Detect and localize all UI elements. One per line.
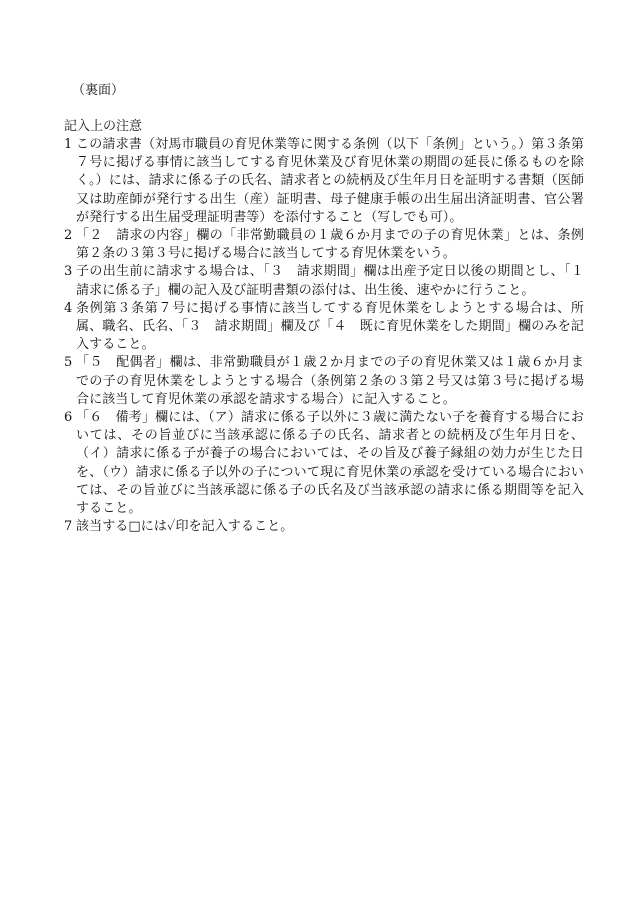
note-text: 「５ 配偶者」欄は、非常勤職員が１歳２か月までの子の育児休業又は１歳６か月までの子の育児休業をしようとする場合（条例第２条の３第２号又は第３号に掲げる場合に該当して育児休業の承認を請求する場合）に記入すること。 xyxy=(76,355,584,407)
notes-heading: 記入上の注意 xyxy=(64,119,143,134)
note-item-4 xyxy=(64,300,584,355)
note-number: 7 xyxy=(64,519,73,535)
note-number: 4 xyxy=(64,300,73,316)
note-text: 子の出生前に請求する場合は、「３ 請求期間」欄は出産予定日以後の期間とし、「１ 請求に係る子」欄の記入及び証明書類の添付は、出生後、速やかに行うこと。 xyxy=(76,264,598,298)
note-item-5 xyxy=(64,354,584,409)
note-text: 条例第３条第７号に掲げる事情に該当してする育児休業をしようとする場合は、所属、職名、氏名、「３ 請求期間」欄及び「４ 既に育児休業をした期間」欄のみを記入すること。 xyxy=(76,300,584,353)
note-text: 該当する□には✓印を記入すること。 xyxy=(76,519,294,535)
notes-list xyxy=(64,136,598,536)
note-item-2 xyxy=(64,227,584,263)
note-number: 3 xyxy=(64,264,73,280)
note-item-6 xyxy=(64,409,584,518)
note-number: 1 xyxy=(64,137,73,152)
note-item-7 xyxy=(64,518,584,536)
note-text: 「６ 備考」欄には、（ア）請求に係る子以外に３歳に満たない子を養育する場合においては、その旨並びに当該承認に係る子の氏名、請求者との続柄及び生年月日を、（イ）請求に係る子が養子の場合においては、その旨及び養子縁組の効力が生じた日を、（ウ）請求に係る子以外の子について現に育児休業の承認を受けている場合においては、その旨並びに当該承認に係る子の氏名及び当該承認の請求に係る期間等を記入すること。 xyxy=(76,410,584,517)
note-item-3 xyxy=(64,263,598,299)
reverse-side-label: （裏面） xyxy=(72,83,125,98)
note-number: 6 xyxy=(64,410,73,426)
note-number: 2 xyxy=(64,228,73,244)
note-text: この請求書（対馬市職員の育児休業等に関する条例（以下「条例」という。）第３条第７号に掲げる事情に該当してする育児休業及び育児休業の期間の延長に係るものを除く。）には、請求に係る子の氏名、請求者との続柄及び生年月日を証明する書類（医師又は助産師が発行する出生（産）証明書、母子健康手帳の出生届出済証明書、官公署が発行する出生届受理証明書等）を添付すること（写しでも可）。 xyxy=(76,137,584,225)
note-number: 5 xyxy=(64,355,73,371)
note-text: 「２ 請求の内容」欄の「非常勤職員の１歳６か月までの子の育児休業」とは、条例第２条の３第３号に掲げる場合に該当してする育児休業をいう。 xyxy=(76,228,584,262)
note-item-1 xyxy=(64,136,584,227)
